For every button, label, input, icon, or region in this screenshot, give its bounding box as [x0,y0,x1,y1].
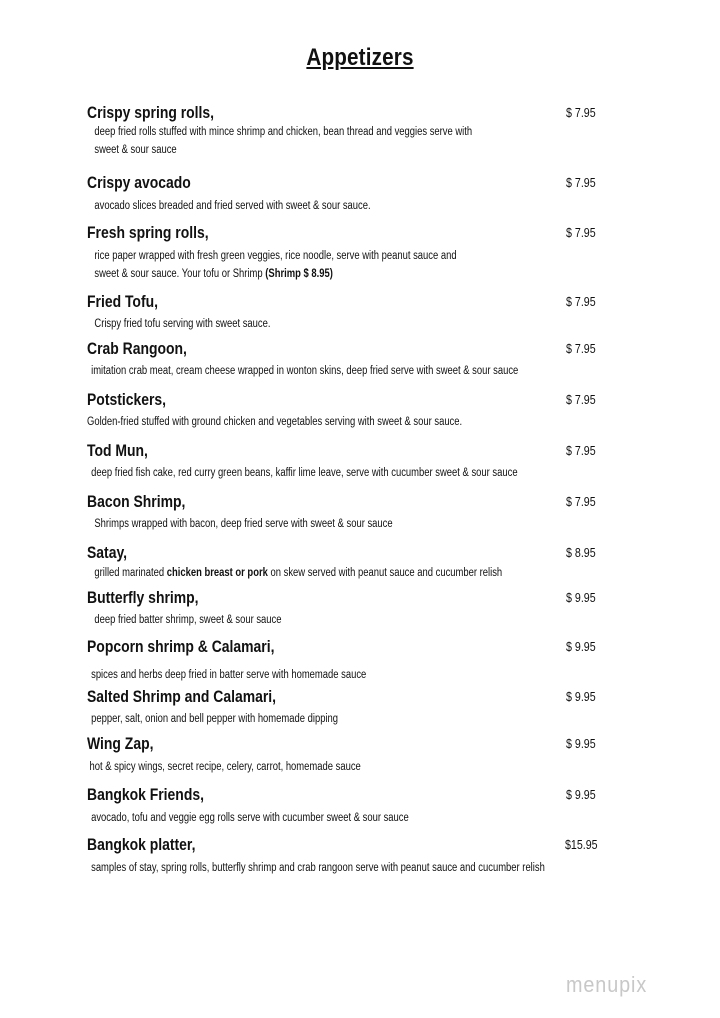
item-price: $ 7.95 [566,494,596,509]
item-price: $ 9.95 [566,689,596,704]
item-description-text: sweet & sour sauce. Your tofu or Shrimp [94,268,266,280]
item-price: $ 7.95 [566,105,596,120]
item-description: imitation crab meat, cream cheese wrapped in wonton skins, deep fried serve with sweet & sour sauce [91,365,519,377]
item-price: $ 7.95 [566,341,596,356]
item-description: sweet & sour sauce [94,144,177,156]
menu-item [87,339,647,380]
item-name: Fried Tofu, [87,292,158,311]
watermark-logo: menupix [566,972,648,997]
menu-item [87,637,647,684]
item-price: $ 9.95 [566,736,596,751]
item-price: $15.95 [565,837,598,852]
item-price: $ 8.95 [566,545,596,560]
item-description [87,265,546,283]
item-price: $ 9.95 [566,590,596,605]
item-description [87,564,546,582]
menu-item [87,103,647,159]
menu-item [87,588,647,629]
item-description: Golden-fried stuffed with ground chicken and vegetables serving with sweet & sour sauce. [87,416,463,428]
item-description: deep fried batter shrimp, sweet & sour sauce [94,614,282,626]
item-price: $ 7.95 [566,225,596,240]
item-description: avocado, tofu and veggie egg rolls serve with cucumber sweet & sour sauce [91,812,409,824]
menu-item [87,292,647,333]
item-description-text: grilled marinated [94,567,167,579]
menu-item [87,785,647,827]
menu-item [87,173,647,215]
item-description: deep fried fish cake, red curry green beans, kaffir lime leave, serve with cucumber sweet & sour sauce [91,467,518,479]
item-name: Bangkok platter, [87,835,196,854]
item-name: Salted Shrimp and Calamari, [87,687,277,706]
menu-item [87,543,647,582]
menu-item [87,223,647,283]
item-description: rice paper wrapped with fresh green veggies, rice noodle, serve with peanut sauce and [94,250,457,262]
item-description: avocado slices breaded and fried served with sweet & sour sauce. [94,200,371,212]
item-description: spices and herbs deep fried in batter serve with homemade sauce [91,669,367,681]
menu-item [87,441,647,482]
item-name: Potstickers, [87,390,167,409]
item-description-highlight: chicken breast or pork [166,567,268,579]
menu-item [87,390,647,431]
item-name: Wing Zap, [87,734,154,753]
item-description: hot & spicy wings, secret recipe, celery, carrot, homemade sauce [89,761,361,773]
item-price: $ 7.95 [566,294,596,309]
menu-item [87,687,647,728]
item-price: $ 9.95 [566,639,596,654]
item-name: Crab Rangoon, [87,339,187,358]
item-description: Shrimps wrapped with bacon, deep fried serve with sweet & sour sauce [94,518,393,530]
item-name: Bacon Shrimp, [87,492,186,511]
item-price: $ 7.95 [566,175,596,190]
item-name: Popcorn shrimp & Calamari, [87,637,275,656]
item-name: Butterfly shrimp, [87,588,199,607]
item-price: $ 7.95 [566,392,596,407]
page-title: Appetizers [306,44,414,71]
item-description: samples of stay, spring rolls, butterfly shrimp and crab rangoon serve with peanut sauce and cucumber relish [91,862,545,874]
menu-item [87,492,647,533]
item-price-note: (Shrimp $ 8.95) [265,268,333,280]
item-name: Tod Mun, [87,441,148,460]
item-description: pepper, salt, onion and bell pepper with homemade dipping [91,713,339,725]
item-name: Satay, [87,543,128,562]
item-price: $ 7.95 [566,443,596,458]
item-name: Bangkok Friends, [87,785,204,804]
item-name: Crispy avocado [87,173,191,192]
menu-item [87,835,647,877]
menu-item [87,734,647,776]
item-name: Crispy spring rolls, [87,103,215,122]
item-description-text: on skew served with peanut sauce and cucumber relish [267,567,503,579]
item-price: $ 9.95 [566,787,596,802]
item-description: deep fried rolls stuffed with mince shrimp and chicken, bean thread and veggies serve with [94,126,473,138]
item-description: Crispy fried tofu serving with sweet sauce. [94,318,271,330]
item-name: Fresh spring rolls, [87,223,209,242]
